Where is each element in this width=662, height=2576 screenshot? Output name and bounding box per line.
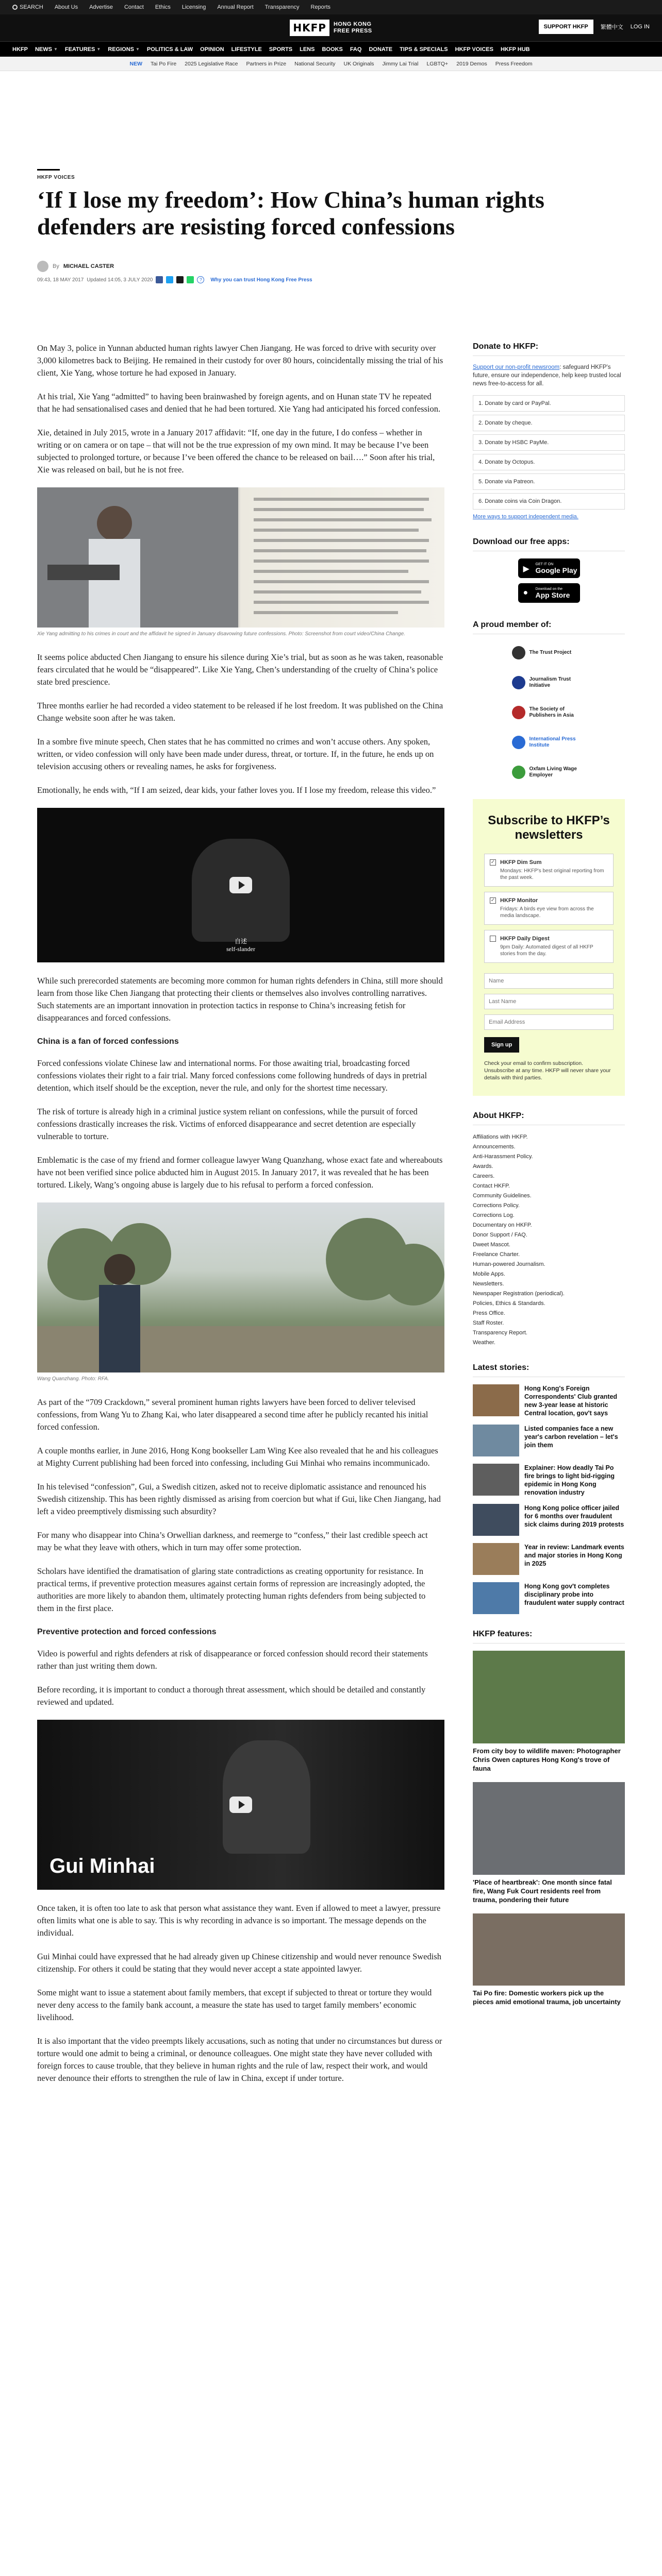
latest-story[interactable]: Year in review: Landmark events and major stories in Hong Kong in 2025 [473, 1543, 625, 1575]
member-logo[interactable]: International Press Institute [473, 731, 625, 754]
paragraph: Scholars have identified the dramatisation of glaring state contradictions as creating opportunity for resistance. In practical terms, if preventive protection measures against certain forms of repression are increasingly adopted, the authorities are more likely to abandon them, ultimately protecting human rights defenders from being subjected to them in the first place. [37, 1566, 426, 1613]
twitter-share-icon[interactable] [166, 276, 173, 283]
chevron-down-icon: ▼ [53, 47, 58, 52]
donate-option[interactable]: 1. Donate by card or PayPal. [473, 395, 625, 412]
nav-item[interactable]: NEWS ▼ [35, 46, 58, 53]
latest-heading: Latest stories: [473, 1363, 625, 1377]
latest-story[interactable]: Hong Kong police officer jailed for 6 months over fraudulent sick claims during 2019 protests [473, 1504, 625, 1536]
question-icon: ? [197, 276, 204, 283]
main-nav [0, 41, 662, 57]
oxfam-icon [512, 766, 525, 779]
gui-minhai-video-embed[interactable] [37, 1720, 444, 1890]
newsletter-option[interactable]: ✓ HKFP Dim Sum Mondays: HKFP's best original reporting from the past week. [484, 854, 614, 887]
paragraph: Video is powerful and rights defenders at risk of disappearance or forced confession should record their statements rather than just writing them down. [37, 1649, 428, 1671]
about-link[interactable]: Human-powered Journalism. [473, 1261, 545, 1267]
trending-link[interactable]: 2025 Legislative Race [185, 60, 238, 67]
topbar-link[interactable]: Reports [310, 4, 331, 10]
story-thumbnail [473, 1425, 519, 1456]
about-list [473, 1132, 625, 1348]
meta-row [37, 276, 625, 283]
masthead [0, 14, 662, 41]
xie-yang-photo [37, 487, 444, 628]
nav-item[interactable]: LENS [300, 46, 315, 53]
about-link[interactable]: Awards. [473, 1163, 493, 1170]
chevron-down-icon: ▼ [96, 47, 101, 52]
donate-option[interactable]: 4. Donate by Octopus. [473, 454, 625, 470]
author-link[interactable]: MICHAEL CASTER [63, 263, 114, 269]
trending-link[interactable]: LGBTQ+ [426, 60, 449, 67]
topbar-link[interactable]: About Us [54, 4, 78, 10]
newsletter-option[interactable]: HKFP Daily Digest 9pm Daily: Automated digest of all HKFP stories from the day. [484, 930, 614, 963]
paragraph: Emblematic is the case of my friend and former colleague lawyer Wang Quanzhang, whose exact fate and whereabouts have not been verified since police abducted him in August 2015. In January 2017, it was revealed that he has been tortured. Likely, Wang’s ongoing abuse is largely due to his refusal to perform a forced confession. [37, 1155, 443, 1190]
topbar-link[interactable]: Ethics [155, 4, 171, 10]
trending-link[interactable]: Press Freedom [495, 60, 533, 67]
latest-story[interactable]: Listed companies face a new year's carbon revelation – let's join them [473, 1425, 625, 1456]
chevron-down-icon: ▼ [136, 47, 140, 52]
paragraph: Three months earlier he had recorded a video statement to be released if he lost freedom. It was published on the China Change website soon after he was taken. [37, 701, 443, 723]
support-link[interactable]: Support our non-profit newsroom [473, 364, 560, 370]
feature-image [473, 1913, 625, 1986]
nav-item[interactable]: FEATURES ▼ [64, 46, 101, 53]
donate-option[interactable]: 6. Donate coins via Coin Dragon. [473, 493, 625, 510]
story-thumbnail [473, 1464, 519, 1496]
checkbox-checked-icon: ✓ [490, 859, 495, 865]
ipi-icon [512, 736, 525, 749]
nav-item[interactable]: LIFESTYLE [231, 46, 262, 53]
topbar-link[interactable]: Annual Report [217, 4, 254, 10]
author-avatar [37, 261, 48, 272]
newsletter-note: Check your email to confirm subscription. Unsubscribe at any time. HKFP will never share your details with third parties. [484, 1060, 611, 1081]
story-thumbnail [473, 1504, 519, 1536]
play-icon[interactable] [229, 877, 252, 893]
about-link[interactable]: Contact HKFP. [473, 1183, 510, 1189]
nav-item[interactable]: POLITICS & LAW [146, 46, 193, 53]
donate-option[interactable]: 5. Donate via Patreon. [473, 473, 625, 490]
about-link[interactable]: Anti-Harassment Policy. [473, 1154, 533, 1160]
about-link[interactable]: Mobile Apps. [473, 1271, 505, 1277]
article-body [37, 342, 444, 2096]
topbar-link[interactable]: Advertise [89, 4, 113, 10]
newsletter-heading: Subscribe to HKFP’s newsletters [488, 814, 610, 842]
logo-wordmark: HONG KONG FREE PRESS [333, 21, 372, 34]
facebook-share-icon[interactable] [156, 276, 163, 283]
paragraph: In a sombre five minute speech, Chen states that he has committed no crimes and won’t accuse others. Any spoken, written, or video confession will only have been made under duress, threat, or torture. If, in the future, he ends up on television accusing others or revealing names, he asks for forgiveness. [37, 737, 434, 771]
nav-item[interactable]: TIPS & SPECIALS [400, 46, 448, 53]
nav-item[interactable]: REGIONS ▼ [108, 46, 140, 53]
last-name-input[interactable] [484, 994, 614, 1009]
trending-link[interactable]: Partners in Prize [246, 60, 287, 67]
search-link[interactable]: SEARCH [12, 4, 43, 10]
about-link[interactable]: Dweet Mascot. [473, 1242, 510, 1248]
paragraph: As part of the “709 Crackdown,” several prominent human rights lawyers have been forced to deliver televised confessions, from Wang Yu to Zhang Kai, who later disappeared a second time after he publicly recanted his initial forced confession. [37, 1397, 428, 1432]
checkbox-checked-icon: ✓ [490, 897, 495, 903]
about-link[interactable]: Careers. [473, 1173, 495, 1179]
sopa-icon [512, 706, 525, 719]
section-heading: China is a fan of forced confessions [37, 1037, 179, 1046]
about-link[interactable]: Policies, Ethics & Standards. [473, 1300, 545, 1307]
byline: By MICHAEL CASTER [37, 261, 625, 272]
about-link[interactable]: Transparency Report. [473, 1330, 527, 1336]
sidebar [473, 342, 625, 2015]
feature-story[interactable]: 'Place of heartbreak': One month since fatal fire, Wang Fuk Court residents reel from trauma, pondering their future [473, 1782, 625, 1904]
support-button[interactable]: SUPPORT HKFP [539, 20, 593, 34]
feature-image [473, 1651, 625, 1743]
latest-story[interactable]: Explainer: How deadly Tai Po fire brings to light bid-rigging epidemic in Hong Kong renovation industry [473, 1464, 625, 1497]
topbar-link[interactable]: Licensing [181, 4, 206, 10]
trust-project-icon [512, 646, 525, 659]
nav-item[interactable]: SPORTS [269, 46, 293, 53]
paragraph: Emotionally, he ends with, “If I am seized, dear kids, your father loves you. If I lose my freedom, release this video.” [37, 785, 436, 795]
updated-date: Updated 14:05, 3 JULY 2020 [87, 277, 153, 283]
feature-image [473, 1782, 625, 1875]
image-caption: Xie Yang admitting to his crimes in court and the affidavit he signed in January disavowing future confessions. Photo: Screenshot from court video/China Change. [37, 631, 405, 637]
nav-item[interactable]: FAQ [350, 46, 362, 53]
nav-item[interactable]: BOOKS [322, 46, 343, 53]
member-logo[interactable]: Oxfam Living Wage Employer [473, 761, 625, 784]
about-link[interactable]: Documentary on HKFP. [473, 1222, 532, 1228]
section-heading: Preventive protection and forced confessions [37, 1628, 217, 1636]
nav-item[interactable]: OPINION [200, 46, 224, 53]
signup-button[interactable]: Sign up [484, 1037, 519, 1053]
donate-option[interactable]: 2. Donate by cheque. [473, 415, 625, 431]
trending-link[interactable]: National Security [294, 60, 336, 67]
topbar-link[interactable]: Contact [124, 4, 144, 10]
member-logo[interactable]: Journalism Trust Initiative [473, 671, 625, 694]
app-store-button[interactable]: ● Download on the App Store [518, 583, 580, 603]
nav-item[interactable]: DONATE [369, 46, 393, 53]
publish-date: 09:43, 18 MAY 2017 [37, 277, 84, 283]
story-thumbnail [473, 1543, 519, 1575]
nav-item[interactable]: HKFP HUB [500, 46, 530, 53]
paragraph: It seems police abducted Chen Jiangang to ensure his silence during Xie’s trial, but as soon as he was taken, reasonable fears circulated that he would be “disappeared”. Like Xie Yang, Chen’s understanding of the cruelty of China’s police state bred prescience. [37, 652, 443, 687]
photo-illustration [37, 487, 444, 628]
story-thumbnail [473, 1582, 519, 1614]
newsletter-box [473, 799, 625, 1096]
checkbox-icon [490, 936, 496, 942]
about-link[interactable]: Announcements. [473, 1144, 516, 1150]
topbar-link[interactable]: Transparency [264, 4, 300, 10]
trending-label: NEW [129, 60, 142, 67]
newsletter-option[interactable]: ✓ HKFP Monitor Fridays: A birds eye view from across the media landscape. [484, 892, 614, 925]
about-link[interactable]: Newspaper Registration (periodical). [473, 1291, 565, 1297]
paragraph: A couple months earlier, in June 2016, Hong Kong bookseller Lam Wing Kee also revealed that he and his colleagues at Mighty Current publishing had been forced into confessing, including Gui Minhai who remains incommunicado. [37, 1446, 438, 1468]
video-title-overlay: Gui Minhai [49, 1855, 155, 1877]
feature-story[interactable]: From city boy to wildlife maven: Photographer Chris Owen captures Hong Kong's trove of fauna [473, 1651, 625, 1773]
story-thumbnail [473, 1384, 519, 1416]
paragraph: Before recording, it is important to conduct a thorough threat assessment, which should be detailed and constantly reviewed and updated. [37, 1685, 426, 1707]
chen-video-embed[interactable] [37, 808, 444, 962]
donate-heading: Donate to HKFP: [473, 342, 625, 356]
paragraph: Once taken, it is often too late to ask that person what assistance they want. Even if allowed to meet a lawyer, pressure often limits what one is able to say. This is why recording in advance is so important. The message depends on the individual. [37, 1903, 441, 1938]
about-link[interactable]: Corrections Policy. [473, 1202, 520, 1209]
language-link[interactable]: 繁體中文 [600, 24, 623, 30]
paragraph: Xie, detained in July 2015, wrote in a January 2017 affidavit: “If, one day in the future, I do confess – whether in writing or on camera or on tape – that will not be the true expression of my own mind. It may be because I’ve been subjected to prolonged torture, or because I’ve been offered the chance to be released on bail….” Soon after his trial, Xie was released on bail, but he is not free. [37, 428, 435, 474]
trust-link[interactable]: Why you can trust Hong Kong Free Press [210, 277, 312, 283]
search-icon [12, 5, 18, 10]
site-logo[interactable] [290, 20, 372, 36]
about-link[interactable]: Affiliations with HKFP. [473, 1134, 528, 1140]
donate-intro: Support our non-profit newsroom: safeguard HKFP's future, ensure our independence, help keep trusted local news free-to-access for all. [473, 364, 621, 387]
about-link[interactable]: Community Guidelines. [473, 1193, 532, 1199]
trending-link[interactable]: Jimmy Lai Trial [382, 60, 419, 67]
more-ways-link[interactable]: More ways to support independent media. [473, 514, 578, 520]
latest-story[interactable]: Hong Kong's Foreign Correspondents' Club granted new 3-year lease at historic Central location, gov't says [473, 1384, 625, 1417]
latest-story[interactable]: Hong Kong gov't completes disciplinary probe into fraudulent water supply contract [473, 1582, 625, 1614]
paragraph: At his trial, Xie Yang “admitted” to having been brainwashed by foreign agents, and on Hunan state TV he repeated that he had sensationalised cases and denied that he had been tortured. Xie Yang had anticipated his forced confession. [37, 392, 441, 414]
image-caption: Wang Quanzhang. Photo: RFA. [37, 1376, 109, 1382]
features-heading: HKFP features: [473, 1630, 625, 1643]
play-store-icon: ▶ [523, 565, 529, 573]
utility-bar [0, 0, 662, 14]
about-heading: About HKFP: [473, 1111, 625, 1125]
logo-mark: HKFP [290, 20, 329, 36]
nav-item[interactable]: HKFP VOICES [455, 46, 493, 53]
donate-option[interactable]: 3. Donate by HSBC PayMe. [473, 434, 625, 451]
trending-link[interactable]: 2019 Demos [456, 60, 487, 67]
article-header [37, 169, 625, 283]
paragraph: While such prerecorded statements are becoming more common for human rights defenders in China, still more should learn from those like Chen Jiangang that protecting their clients or themselves also involves controlling narratives. Such statements are an important innovation in protection tactics in response to China’s increasing fetish for disappearances and forced confessions. [37, 976, 443, 1023]
apple-icon: ● [523, 588, 528, 597]
whatsapp-share-icon[interactable] [187, 276, 194, 283]
paragraph: Gui Minhai could have expressed that he had already given up Chinese citizenship and would never renounce Swedish citizenship. For others it could be stating that they would never accept a state appointed lawyer. [37, 1952, 441, 1974]
nav-item[interactable]: HKFP [12, 46, 28, 53]
wang-quanzhang-photo [37, 1202, 444, 1372]
trending-link[interactable]: Tai Po Fire [150, 60, 177, 67]
article-title: ‘If I lose my freedom’: How China’s human rights defenders are resisting forced confessions [37, 187, 544, 240]
member-logo[interactable]: The Trust Project [473, 641, 625, 664]
about-link[interactable]: Corrections Log. [473, 1212, 515, 1218]
about-link[interactable]: Weather. [473, 1340, 495, 1346]
paragraph: Some might want to issue a statement about family members, that except if subjected to threat or torture they would never deny access to the family bank account, a measure the state has used to target family members’ economic livelihood. [37, 1988, 432, 2022]
article-kicker[interactable]: HKFP VOICES [37, 169, 60, 180]
video-subtitle: 自述 self-slander [226, 938, 255, 953]
about-link[interactable]: Donor Support / FAQ. [473, 1232, 527, 1238]
feature-story[interactable]: Tai Po fire: Domestic workers pick up the pieces amid emotional trauma, job uncertainty [473, 1913, 625, 2006]
apps-heading: Download our free apps: [473, 537, 625, 551]
about-link[interactable]: Newsletters. [473, 1281, 504, 1287]
about-link[interactable]: Freelance Charter. [473, 1251, 520, 1258]
email-input[interactable] [484, 1014, 614, 1030]
threads-share-icon[interactable] [176, 276, 184, 283]
trending-link[interactable]: UK Originals [343, 60, 374, 67]
paragraph: On May 3, police in Yunnan abducted human rights lawyer Chen Jiangang. He was forced to drive with security over 3,000 kilometres back to Beijing. He remained in their custody for over 80 hours, coincidentally missing the trial of his client, Xie Yang, whose torture he had exposed in January. [37, 343, 443, 378]
play-icon[interactable] [229, 1797, 252, 1813]
google-play-button[interactable]: ▶ GET IT ON Google Play [518, 558, 580, 578]
trending-bar [0, 57, 662, 71]
jti-icon [512, 676, 525, 689]
paragraph: It is also important that the video preempts likely accusations, such as noting that under no circumstances but duress or torture would one admit to being a criminal, or denounce colleagues. One might state they have never colluded with foreign forces to cause trouble, that they believe in human rights and the rule of law, respect their work, and would never denounce their efforts to strengthen the rule of law in China, except if under torture. [37, 2036, 442, 2083]
about-link[interactable]: Press Office. [473, 1310, 505, 1316]
name-input[interactable] [484, 973, 614, 989]
paragraph: Forced confessions violate Chinese law and international norms. For those awaiting trial, broadcasting forced confessions violates their right to a fair trial. Many forced confessions come following hundreds of days in pretrial detention, which itself should be the exception, never the rule, and only for the shortest time necessary. [37, 1058, 427, 1093]
paragraph: For many who disappear into China’s Orwellian darkness, and reemerge to “confess,” their last credible speech act may be what they leave with others, which in turn may offer some protection. [37, 1530, 428, 1552]
paragraph: In his televised “confession”, Gui, a Swedish citizen, asked not to receive diplomatic assistance and renounced his Swedish citizenship. This has been rightly dismissed as arising from coercion but what if Gui, like Chen Jiangang, had left a video preemptively dismissing such absurdity? [37, 1482, 441, 1516]
photo-illustration [37, 1202, 444, 1372]
login-link[interactable]: LOG IN [630, 24, 650, 30]
paragraph: The risk of torture is already high in a criminal justice system reliant on confessions, while the pursuit of forced confessions drastically increases the risk. Victims of enforced disappearance and secret detention are especially vulnerable to torture. [37, 1107, 418, 1141]
member-heading: A proud member of: [473, 620, 625, 634]
member-logo[interactable]: The Society of Publishers in Asia [473, 701, 625, 724]
about-link[interactable]: Staff Roster. [473, 1320, 504, 1326]
